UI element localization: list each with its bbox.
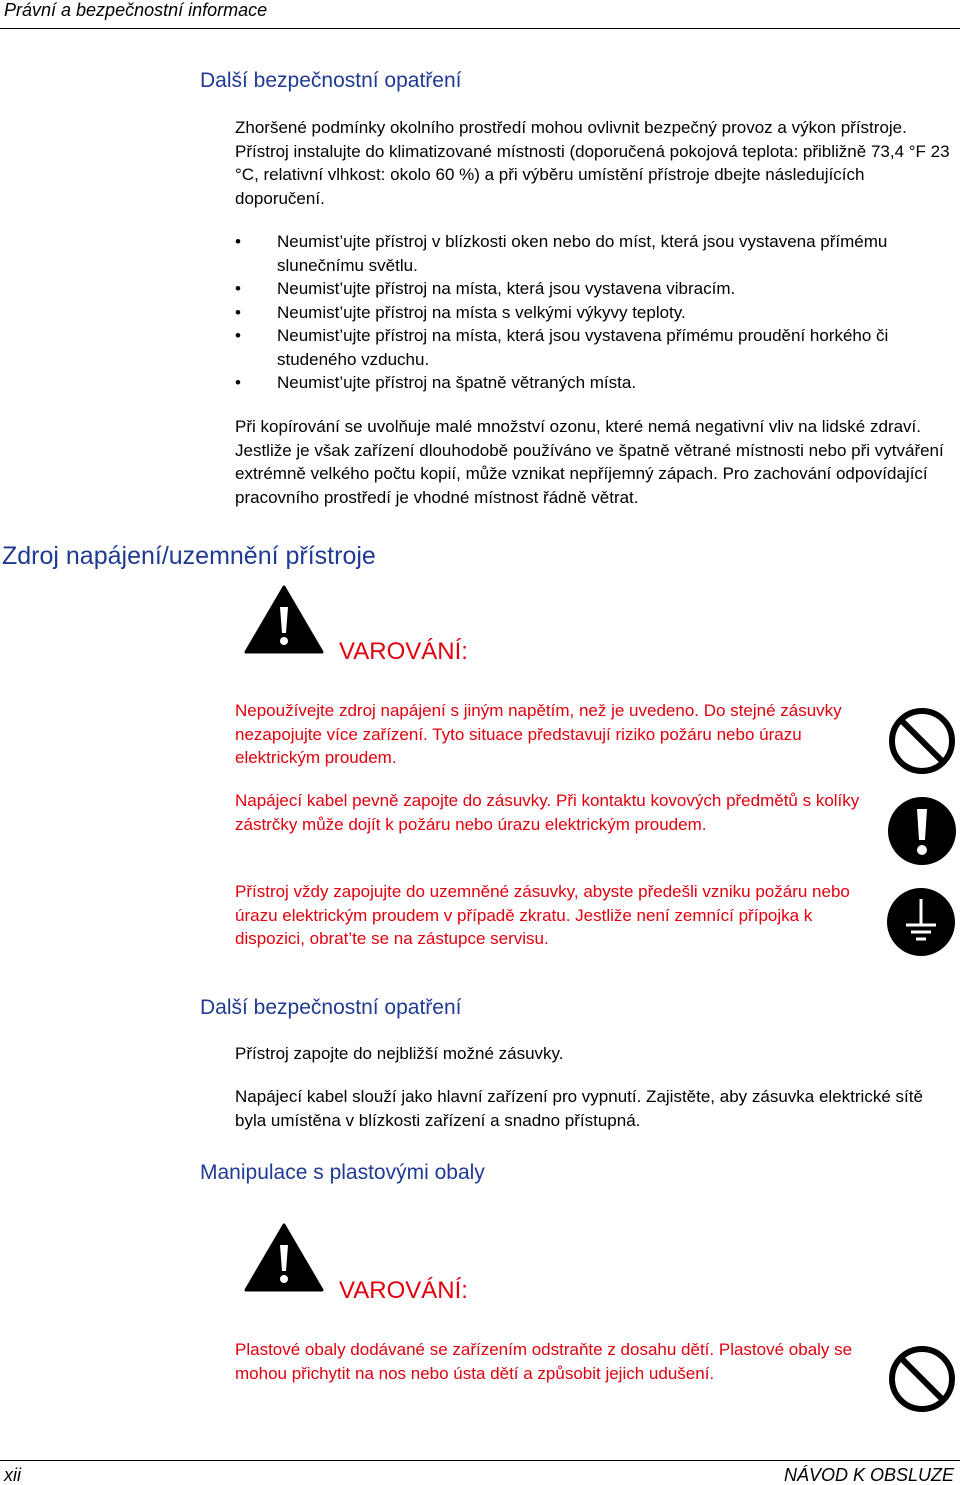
warning-label: VAROVÁNÍ: xyxy=(339,1277,468,1304)
list-item: • Neumist’ujte přístroj na místa, která jsou vystavena přímému proudění horkého či studeného vzduchu. xyxy=(235,324,935,371)
warning-label: VAROVÁNÍ: xyxy=(339,638,468,665)
environment-intro: Zhoršené podmínky okolního prostředí mohou ovlivnit bezpečný provoz a výkon přístroje. Přístroj instalujte do klimatizované místnosti (doporučená pokojová teplota: přibližně 73,4 °F 23 °C, relativní vlhkost: okolo 60 %) a při výběru umístění přístroje dbejte následujících doporučení. xyxy=(235,118,950,208)
list-item: • Neumist’ujte přístroj na špatně větraných místa. xyxy=(235,371,935,395)
section-heading-additional-safety-2: Další bezpečnostní opatření xyxy=(200,996,462,1019)
header-divider xyxy=(0,28,960,29)
list-item: • Neumist’ujte přístroj na místa, která jsou vystavena vibracím. xyxy=(235,277,935,301)
manual-title: NÁVOD K OBSLUZE xyxy=(783,1465,954,1485)
exclamation-circle-icon xyxy=(887,796,957,866)
section-heading-plastic-bags: Manipulace s plastovými obaly xyxy=(200,1161,485,1184)
warning-power-cable: Napájecí kabel pevně zapojte do zásuvky. Při kontaktu kovových předmětů s kolíky zástrčky může dojít k požáru nebo úrazu elektrickým proudem. xyxy=(235,791,860,834)
warning-triangle-icon xyxy=(244,585,324,655)
prohibition-icon xyxy=(887,1344,957,1414)
ozone-paragraph: Při kopírování se uvolňuje malé množství ozonu, které nemá negativní vliv na lidské zdraví. Jestliže je však zařízení dlouhodobě používáno ve špatně větrané místnosti nebo při vytváření extrémně velkého počtu kopií, může vznikat nepříjemný zápach. Pro zachování odpovídající pracovního prostředí je vhodné místnost řádně větrat. xyxy=(235,417,944,507)
warning-voltage: Nepoužívejte zdroj napájení s jiným napětím, než je uvedeno. Do stejné zásuvky nezapojujte více zařízení. Tyto situace představují riziko požáru nebo úrazu elektrickým proudem. xyxy=(235,701,842,767)
environment-bullet-list xyxy=(235,230,935,395)
section-heading-additional-safety: Další bezpečnostní opatření xyxy=(200,69,462,92)
warning-triangle-icon xyxy=(244,1223,324,1293)
section-heading-power-ground: Zdroj napájení/uzemnění přístroje xyxy=(2,542,376,570)
list-item: • Neumist’ujte přístroj na místa s velkými výkyvy teploty. xyxy=(235,301,935,325)
warning-grounding: Přístroj vždy zapojujte do uzemněné zásuvky, abyste předešli vzniku požáru nebo úrazu elektrickým proudem v případě zkratu. Jestliže není zemnící přípojka k dispozici, obrat’te se na zástupce servisu. xyxy=(235,882,850,948)
nearest-outlet-paragraph: Přístroj zapojte do nejbližší možné zásuvky. xyxy=(235,1044,564,1063)
warning-plastic-bags: Plastové obaly dodávané se zařízením odstraňte z dosahu dětí. Plastové obaly se mohou přichytit na nos nebo ústa dětí a způsobit jejich udušení. xyxy=(235,1340,853,1383)
list-item: • Neumist’ujte přístroj v blízkosti oken nebo do míst, která jsou vystavena přímému slunečnímu světlu. xyxy=(235,230,935,277)
page-number: xii xyxy=(4,1465,21,1485)
page-header-title: Právní a bezpečnostní informace xyxy=(4,0,268,20)
footer-divider xyxy=(0,1460,960,1461)
main-switch-paragraph: Napájecí kabel slouží jako hlavní zařízení pro vypnutí. Zajistěte, aby zásuvka elektrické sítě byla umístěna v blízkosti zařízení a snadno přístupná. xyxy=(235,1087,923,1130)
ground-icon xyxy=(886,887,956,957)
prohibition-icon xyxy=(887,706,957,776)
